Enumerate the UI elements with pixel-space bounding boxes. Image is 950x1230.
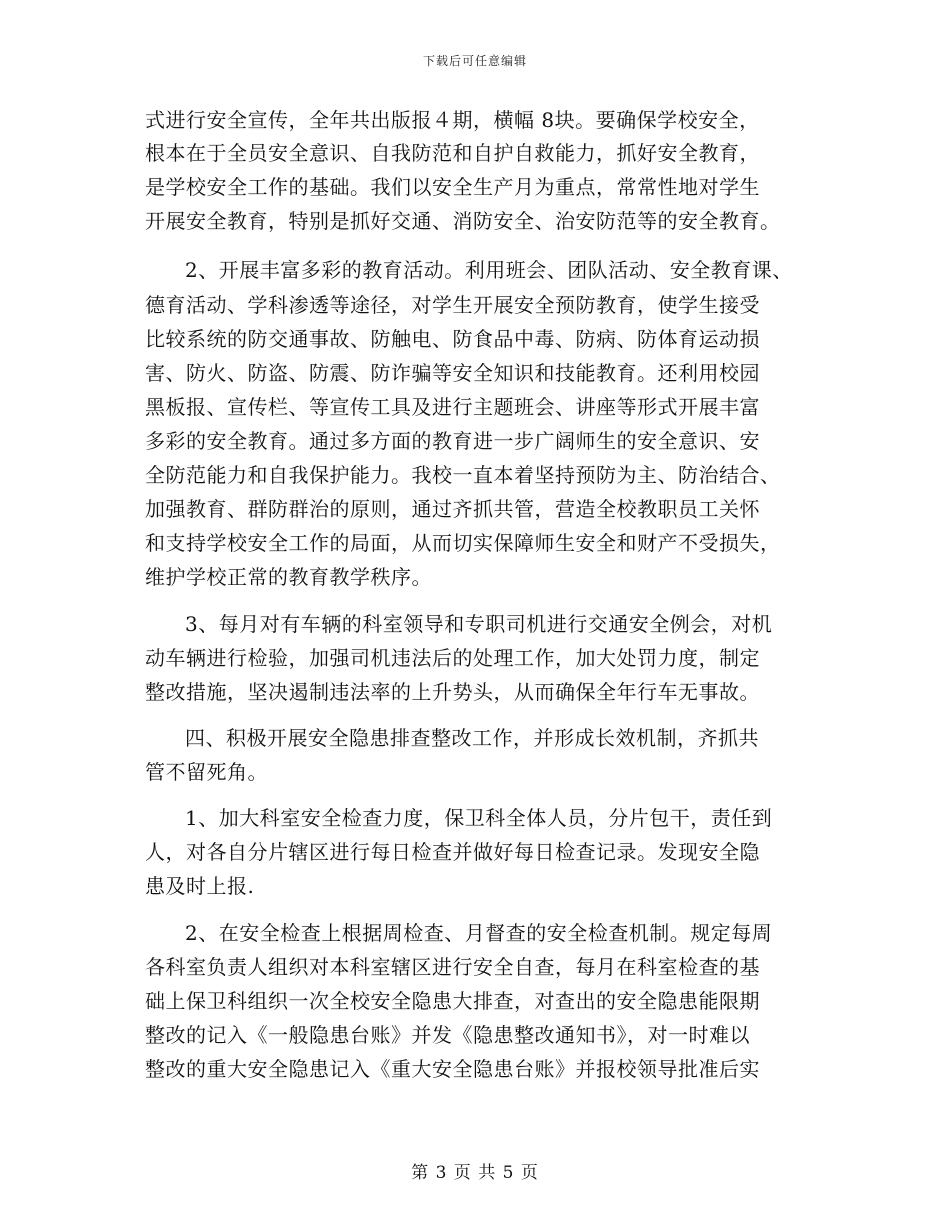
text-line: 患及时上报. [145, 874, 255, 898]
text-line: 德育活动、学科渗透等途径，对学生开展安全预防教育，使学生接受 [145, 293, 760, 317]
text-line: 多彩的安全教育。通过多方面的教育进一步广阔师生的安全意识、安 [145, 429, 760, 453]
text-line: 加强教育、群防群治的原则，通过齐抓共管，营造全校教职员工关怀 [145, 497, 760, 521]
header-note: 下载后可任意编辑 [422, 54, 527, 68]
text-line: 比较系统的防交通事故、防触电、防食品中毒、防病、防体育运动损 [145, 327, 760, 351]
text-line: 2、开展丰富多彩的教育活动。利用班会、团队活动、安全教育课、 [185, 258, 793, 282]
page-number-footer: 第 3 页 共 5 页 [411, 1163, 539, 1183]
text-line: 3、每月对有车辆的科室领导和专职司机进行交通安全例会，对机 [185, 612, 773, 636]
text-line: 动车辆进行检验，加强司机违法后的处理工作，加大处罚力度，制定 [145, 646, 760, 670]
text-line: 各科室负责人组织对本科室辖区进行安全自查，每月在科室检查的基 [145, 955, 760, 979]
text-line: 四、积极开展安全隐患排查整改工作，并形成长效机制，齐抓共 [185, 726, 759, 750]
text-line: 全防范能力和自我保护能力。我校一直本着坚持预防为主、防治结合、 [145, 463, 781, 487]
text-line: 黑板报、宣传栏、等宣传工具及进行主题班会、讲座等形式开展丰富 [145, 395, 760, 419]
text-line: 式进行安全宣传，全年共出版报４期，横幅 8块。要确保学校安全， [145, 108, 760, 132]
text-line: 管不留死角。 [145, 760, 268, 784]
text-line: 维护学校正常的教育教学秩序。 [145, 565, 432, 589]
text-line: 2、在安全检查上根据周检查、月督查的安全检查机制。规定每周 [185, 921, 773, 945]
text-line: 根本在于全员安全意识、自我防范和自护自救能力，抓好安全教育， [145, 141, 760, 165]
text-line: 是学校安全工作的基础。我们以安全生产月为重点，常常性地对学生 [145, 175, 760, 199]
text-line: 整改的记入《一般隐患台账》并发《隐患整改通知书》，对一时难以 [145, 1023, 750, 1047]
text-line: 开展安全教育，特别是抓好交通、消防安全、治安防范等的安全教育。 [145, 209, 781, 233]
text-line: 整改措施，坚决遏制违法率的上升势头，从而确保全年行车无事故。 [145, 680, 760, 704]
text-line: 害、防火、防盗、防震、防诈骗等安全知识和技能教育。还利用校园 [145, 361, 760, 385]
text-line: 1、加大科室安全检查力度，保卫科全体人员，分片包干，责任到 [185, 806, 773, 830]
text-line: 和支持学校安全工作的局面，从而切实保障师生安全和财产不受损失， [145, 531, 781, 555]
text-line: 整改的重大安全隐患记入《重大安全隐患台账》并报校领导批准后实 [145, 1057, 760, 1081]
text-line: 人，对各自分片辖区进行每日检查并做好每日检查记录。发现安全隐 [145, 840, 760, 864]
text-line: 础上保卫科组织一次全校安全隐患大排查，对查出的安全隐患能限期 [145, 989, 760, 1013]
